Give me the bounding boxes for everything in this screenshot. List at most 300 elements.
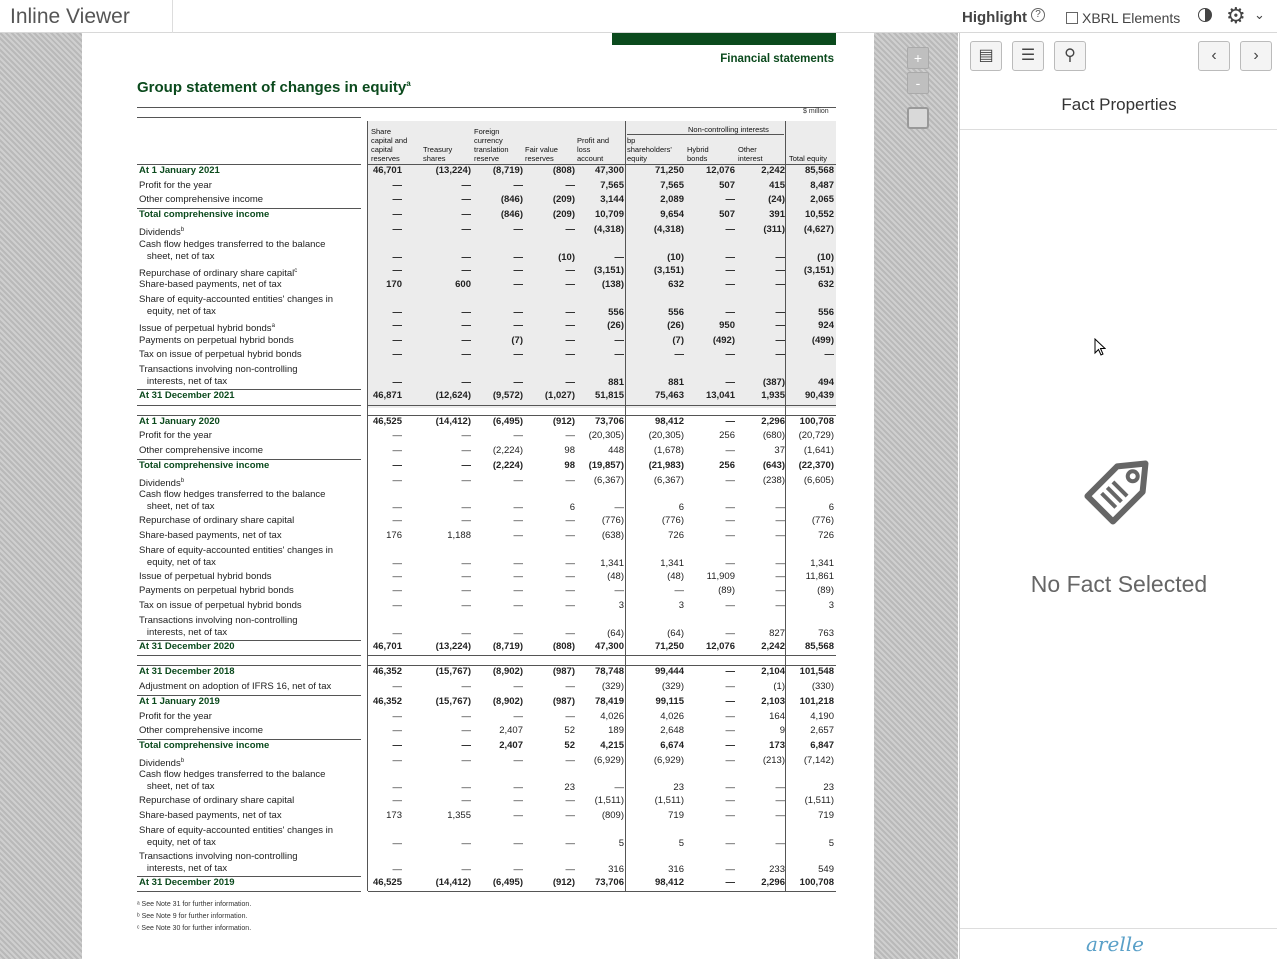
row-value[interactable]: (14,412)	[435, 415, 471, 427]
row-value[interactable]: 71,250	[654, 165, 684, 176]
row-value[interactable]: (13,224)	[435, 165, 471, 176]
row-value[interactable]: (330)	[811, 681, 834, 693]
row-value[interactable]: —	[513, 863, 523, 875]
row-value[interactable]: 23	[823, 782, 834, 794]
row-value[interactable]: (89)	[718, 585, 735, 597]
row-value[interactable]: (499)	[811, 334, 834, 346]
row-value[interactable]: 1,341	[660, 557, 684, 569]
row-value[interactable]: 85,568	[804, 165, 834, 176]
row-value[interactable]: —	[392, 795, 402, 807]
row-value[interactable]: —	[392, 837, 402, 849]
row-value[interactable]: (6,495)	[492, 876, 523, 888]
row-value[interactable]: 556	[818, 306, 834, 318]
row-value[interactable]: (10)	[667, 251, 684, 263]
row-value[interactable]: —	[565, 279, 575, 291]
row-value[interactable]: —	[461, 459, 471, 471]
row-value[interactable]: —	[565, 570, 575, 582]
row-value[interactable]: —	[461, 445, 471, 457]
row-value[interactable]: (846)	[500, 209, 523, 221]
row-value[interactable]: 632	[668, 279, 684, 291]
row-value[interactable]: 6,674	[660, 739, 684, 751]
row-value[interactable]: —	[725, 251, 735, 263]
row-value[interactable]: 6	[828, 502, 834, 514]
row-value[interactable]: —	[461, 782, 471, 794]
row-value[interactable]: (987)	[552, 695, 575, 707]
row-value[interactable]: 316	[608, 863, 624, 875]
row-value[interactable]: —	[565, 306, 575, 318]
row-value[interactable]: (7,142)	[803, 754, 834, 766]
row-value[interactable]: 3,144	[600, 194, 624, 206]
highlight-label[interactable]: Highlight	[962, 9, 1027, 26]
row-value[interactable]: —	[775, 334, 785, 346]
row-value[interactable]: —	[461, 502, 471, 514]
row-value[interactable]: 881	[608, 377, 624, 388]
row-value[interactable]: —	[725, 627, 735, 639]
row-value[interactable]: —	[461, 377, 471, 388]
row-value[interactable]: 3	[828, 600, 834, 611]
row-value[interactable]: —	[725, 349, 735, 361]
row-value[interactable]: 719	[668, 810, 684, 821]
row-value[interactable]: —	[513, 264, 523, 276]
row-value[interactable]: 2,242	[761, 640, 785, 652]
row-value[interactable]: —	[725, 754, 735, 766]
row-value[interactable]: (20,305)	[648, 430, 684, 442]
contrast-icon[interactable]	[1198, 8, 1212, 22]
row-value[interactable]: —	[565, 179, 575, 191]
row-value[interactable]: (12,624)	[435, 390, 471, 401]
row-value[interactable]: 4,026	[660, 710, 684, 722]
row-value[interactable]: —	[392, 306, 402, 318]
row-value[interactable]: (680)	[762, 430, 785, 442]
row-value[interactable]: (1,511)	[804, 795, 834, 807]
row-value[interactable]: —	[614, 502, 624, 514]
row-value[interactable]: 98	[564, 445, 575, 457]
row-value[interactable]: —	[461, 570, 471, 582]
row-value[interactable]: (6,367)	[653, 474, 684, 486]
row-value[interactable]: —	[392, 515, 402, 527]
row-value[interactable]: —	[392, 710, 402, 722]
row-value[interactable]: (912)	[552, 415, 575, 427]
row-value[interactable]: —	[392, 445, 402, 457]
row-value[interactable]: —	[775, 782, 785, 794]
row-value[interactable]: 51,815	[594, 390, 624, 401]
row-value[interactable]: —	[513, 627, 523, 639]
row-value[interactable]: 1,355	[447, 810, 471, 821]
row-value[interactable]: —	[392, 459, 402, 471]
xbrl-elements-label[interactable]: XBRL Elements	[1082, 10, 1181, 26]
row-value[interactable]: —	[725, 515, 735, 527]
row-value[interactable]: —	[614, 585, 624, 597]
row-value[interactable]: 100,708	[799, 415, 834, 427]
row-value[interactable]: (15,767)	[435, 666, 471, 678]
row-value[interactable]: 46,352	[372, 666, 402, 678]
row-value[interactable]: 632	[818, 279, 834, 291]
gear-icon[interactable]: ⚙	[1226, 3, 1246, 28]
row-value[interactable]: 4,026	[600, 710, 624, 722]
row-value[interactable]: (22,370)	[798, 459, 834, 471]
row-value[interactable]: 233	[769, 863, 785, 875]
row-value[interactable]: 2,065	[810, 194, 834, 206]
row-value[interactable]: (19,857)	[588, 459, 624, 471]
row-value[interactable]: (138)	[601, 279, 624, 291]
row-value[interactable]: —	[392, 251, 402, 263]
row-value[interactable]: —	[392, 863, 402, 875]
row-value[interactable]: 2,104	[761, 666, 785, 678]
row-value[interactable]: 6	[678, 502, 684, 514]
row-value[interactable]: (8,719)	[492, 165, 523, 176]
row-value[interactable]: —	[674, 349, 684, 361]
row-value[interactable]: —	[775, 264, 785, 276]
row-value[interactable]: —	[565, 863, 575, 875]
zoom-out-button[interactable]: -	[907, 72, 929, 94]
row-value[interactable]: —	[392, 223, 402, 235]
row-value[interactable]: (21,983)	[648, 459, 684, 471]
next-fact-icon[interactable]: ›	[1240, 41, 1272, 71]
row-value[interactable]: 256	[719, 459, 735, 471]
row-value[interactable]: (809)	[601, 810, 624, 821]
row-value[interactable]: (20,729)	[798, 430, 834, 442]
row-value[interactable]: —	[725, 876, 735, 888]
row-value[interactable]: —	[725, 279, 735, 291]
row-value[interactable]: —	[565, 585, 575, 597]
row-value[interactable]: 98,412	[654, 415, 684, 427]
row-value[interactable]: —	[513, 377, 523, 388]
row-value[interactable]: —	[392, 349, 402, 361]
row-value[interactable]: (912)	[552, 876, 575, 888]
row-value[interactable]: —	[392, 782, 402, 794]
row-value[interactable]: —	[725, 710, 735, 722]
arelle-logo[interactable]: arelle	[1086, 932, 1144, 956]
row-value[interactable]: —	[725, 377, 735, 388]
row-value[interactable]: 8,487	[810, 179, 834, 191]
row-value[interactable]: 4,190	[810, 710, 834, 722]
row-value[interactable]: 7,565	[660, 179, 684, 191]
row-value[interactable]: —	[461, 739, 471, 751]
row-value[interactable]: —	[775, 251, 785, 263]
xbrl-elements-checkbox[interactable]	[1066, 12, 1078, 24]
row-value[interactable]: (638)	[601, 529, 624, 541]
row-value[interactable]: —	[775, 306, 785, 318]
row-value[interactable]: 556	[608, 306, 624, 318]
row-value[interactable]: —	[461, 194, 471, 206]
row-value[interactable]: —	[513, 306, 523, 318]
row-value[interactable]: (64)	[607, 627, 624, 639]
row-value[interactable]: (492)	[712, 334, 735, 346]
row-value[interactable]: (3,151)	[803, 264, 834, 276]
row-value[interactable]: 98,412	[654, 876, 684, 888]
row-value[interactable]: (776)	[661, 515, 684, 527]
row-value[interactable]: 4,215	[600, 739, 624, 751]
row-value[interactable]: 950	[719, 319, 735, 331]
row-value[interactable]: —	[461, 627, 471, 639]
row-value[interactable]: —	[513, 474, 523, 486]
row-value[interactable]: —	[565, 474, 575, 486]
row-value[interactable]: —	[461, 264, 471, 276]
row-value[interactable]: —	[461, 837, 471, 849]
row-value[interactable]: —	[392, 585, 402, 597]
row-value[interactable]: —	[775, 279, 785, 291]
row-value[interactable]: (238)	[762, 474, 785, 486]
row-value[interactable]: (6,495)	[492, 415, 523, 427]
row-value[interactable]: (10)	[817, 251, 834, 263]
row-value[interactable]: —	[725, 795, 735, 807]
row-value[interactable]: —	[565, 810, 575, 821]
row-value[interactable]: 11,909	[706, 570, 735, 582]
row-value[interactable]: (48)	[607, 570, 624, 582]
row-value[interactable]: —	[725, 600, 735, 611]
row-value[interactable]: 73,706	[594, 415, 624, 427]
row-value[interactable]: —	[392, 725, 402, 737]
row-value[interactable]: (4,318)	[593, 223, 624, 235]
row-value[interactable]: 2,103	[761, 695, 785, 707]
row-value[interactable]: 5	[678, 837, 684, 849]
row-value[interactable]: (1,027)	[544, 390, 575, 401]
row-value[interactable]: (6,367)	[593, 474, 624, 486]
row-value[interactable]: (1,678)	[653, 445, 684, 457]
row-value[interactable]: —	[461, 306, 471, 318]
row-value[interactable]: 176	[386, 529, 402, 541]
row-value[interactable]: —	[461, 585, 471, 597]
row-value[interactable]: —	[392, 474, 402, 486]
row-value[interactable]: (14,412)	[435, 876, 471, 888]
row-value[interactable]: —	[725, 782, 735, 794]
row-value[interactable]: (26)	[667, 319, 684, 331]
row-value[interactable]: 101,218	[799, 695, 834, 707]
row-value[interactable]: —	[725, 502, 735, 514]
row-value[interactable]: —	[725, 837, 735, 849]
row-value[interactable]: —	[461, 754, 471, 766]
row-value[interactable]: —	[392, 557, 402, 569]
row-value[interactable]: —	[392, 739, 402, 751]
row-value[interactable]: —	[392, 754, 402, 766]
row-value[interactable]: 494	[818, 377, 834, 388]
row-value[interactable]: 3	[678, 600, 684, 611]
document-viewer[interactable]	[0, 33, 958, 959]
row-value[interactable]: —	[775, 349, 785, 361]
row-value[interactable]: —	[461, 209, 471, 221]
row-value[interactable]: 507	[719, 179, 735, 191]
row-value[interactable]: —	[461, 515, 471, 527]
row-value[interactable]: —	[565, 349, 575, 361]
row-value[interactable]: —	[392, 264, 402, 276]
row-value[interactable]: 85,568	[804, 640, 834, 652]
row-value[interactable]: —	[565, 837, 575, 849]
row-value[interactable]: (209)	[552, 209, 575, 221]
row-value[interactable]: 46,525	[372, 415, 402, 427]
row-value[interactable]: —	[392, 627, 402, 639]
row-value[interactable]: —	[565, 795, 575, 807]
row-value[interactable]: —	[725, 863, 735, 875]
row-value[interactable]: —	[725, 306, 735, 318]
row-value[interactable]: 9	[779, 725, 785, 737]
row-value[interactable]: 763	[818, 627, 834, 639]
row-value[interactable]: 600	[455, 279, 471, 291]
row-value[interactable]: 6	[569, 502, 575, 514]
row-value[interactable]: 23	[564, 782, 575, 794]
row-value[interactable]: —	[614, 251, 624, 263]
row-value[interactable]: 75,463	[654, 390, 684, 401]
row-value[interactable]: (808)	[552, 640, 575, 652]
row-value[interactable]: 13,041	[705, 390, 735, 401]
row-value[interactable]: —	[614, 334, 624, 346]
row-value[interactable]: 164	[769, 710, 785, 722]
row-value[interactable]: (2,224)	[492, 445, 523, 457]
row-value[interactable]: —	[725, 223, 735, 235]
row-value[interactable]: 52	[564, 739, 575, 751]
row-value[interactable]: 256	[719, 430, 735, 442]
row-value[interactable]: 9,654	[660, 209, 684, 221]
row-value[interactable]: 52	[564, 725, 575, 737]
row-value[interactable]: 507	[719, 209, 735, 221]
row-value[interactable]: 549	[818, 863, 834, 875]
row-value[interactable]: 556	[668, 306, 684, 318]
row-value[interactable]: 2,657	[810, 725, 834, 737]
row-value[interactable]: (1)	[773, 681, 785, 693]
row-value[interactable]: —	[725, 194, 735, 206]
row-value[interactable]: —	[513, 430, 523, 442]
row-value[interactable]: (3,151)	[653, 264, 684, 276]
row-value[interactable]: —	[824, 349, 834, 361]
row-value[interactable]: —	[565, 377, 575, 388]
row-value[interactable]: (1,511)	[654, 795, 684, 807]
row-value[interactable]: (7)	[672, 334, 684, 346]
outline-list-icon[interactable]: ☰	[1012, 41, 1044, 71]
row-value[interactable]: —	[565, 515, 575, 527]
row-value[interactable]: —	[725, 264, 735, 276]
row-value[interactable]: 99,115	[655, 695, 684, 707]
row-value[interactable]: (6,929)	[593, 754, 624, 766]
row-value[interactable]: 47,300	[594, 165, 624, 176]
row-value[interactable]: (9,572)	[492, 390, 523, 401]
row-value[interactable]: (13,224)	[435, 640, 471, 652]
row-value[interactable]: 11,861	[805, 570, 834, 582]
row-value[interactable]: —	[775, 319, 785, 331]
row-value[interactable]: —	[461, 681, 471, 693]
row-value[interactable]: (4,627)	[803, 223, 834, 235]
row-value[interactable]: (776)	[811, 515, 834, 527]
row-value[interactable]: (2,224)	[492, 459, 523, 471]
row-value[interactable]: —	[513, 681, 523, 693]
row-value[interactable]: —	[565, 557, 575, 569]
row-value[interactable]: (3,151)	[593, 264, 624, 276]
row-value[interactable]: —	[461, 430, 471, 442]
row-value[interactable]: 1,341	[600, 557, 624, 569]
row-value[interactable]: 78,748	[594, 666, 624, 678]
row-value[interactable]: 46,871	[372, 390, 402, 401]
row-value[interactable]: —	[461, 319, 471, 331]
row-value[interactable]: 23	[673, 782, 684, 794]
row-value[interactable]: —	[775, 585, 785, 597]
row-value[interactable]: —	[513, 585, 523, 597]
row-value[interactable]: 2,407	[499, 739, 523, 751]
row-value[interactable]: —	[461, 349, 471, 361]
row-value[interactable]: (48)	[667, 570, 684, 582]
row-value[interactable]: —	[725, 695, 735, 707]
row-value[interactable]: 101,548	[799, 666, 834, 678]
row-value[interactable]: 2,407	[499, 725, 523, 737]
row-value[interactable]: 2,296	[761, 876, 785, 888]
row-value[interactable]: 1,935	[761, 390, 785, 401]
row-value[interactable]: —	[513, 319, 523, 331]
row-value[interactable]: —	[461, 179, 471, 191]
zoom-in-button[interactable]: +	[907, 47, 929, 69]
row-value[interactable]: 2,242	[761, 165, 785, 176]
row-value[interactable]: —	[565, 529, 575, 541]
row-value[interactable]: —	[775, 795, 785, 807]
row-value[interactable]: 10,709	[594, 209, 624, 221]
row-value[interactable]: —	[775, 557, 785, 569]
row-value[interactable]: —	[725, 529, 735, 541]
row-value[interactable]: 1,341	[810, 557, 834, 569]
row-value[interactable]: (15,767)	[435, 695, 471, 707]
row-value[interactable]: 90,439	[804, 390, 834, 401]
row-value[interactable]: 99,444	[654, 666, 684, 678]
row-value[interactable]: 37	[774, 445, 785, 457]
row-value[interactable]: —	[565, 430, 575, 442]
row-value[interactable]: 415	[769, 179, 785, 191]
row-value[interactable]: 47,300	[594, 640, 624, 652]
row-value[interactable]: 46,701	[372, 165, 402, 176]
row-value[interactable]: —	[614, 349, 624, 361]
row-value[interactable]: —	[775, 529, 785, 541]
row-value[interactable]: —	[461, 223, 471, 235]
row-value[interactable]: 7,565	[600, 179, 624, 191]
row-value[interactable]: 12,076	[705, 165, 735, 176]
row-value[interactable]: 78,419	[594, 695, 624, 707]
row-value[interactable]: —	[513, 600, 523, 611]
row-value[interactable]: —	[461, 710, 471, 722]
prev-fact-icon[interactable]: ‹	[1198, 41, 1230, 71]
row-value[interactable]: —	[775, 502, 785, 514]
row-value[interactable]: (213)	[762, 754, 785, 766]
row-value[interactable]: —	[392, 179, 402, 191]
row-value[interactable]: 6,847	[810, 739, 834, 751]
row-value[interactable]: —	[725, 666, 735, 678]
row-value[interactable]: (776)	[601, 515, 624, 527]
row-value[interactable]: (329)	[601, 681, 624, 693]
row-value[interactable]: —	[392, 502, 402, 514]
row-value[interactable]: (987)	[552, 666, 575, 678]
row-value[interactable]: —	[775, 515, 785, 527]
row-value[interactable]: (329)	[661, 681, 684, 693]
row-value[interactable]: (6,605)	[803, 474, 834, 486]
row-value[interactable]: (26)	[607, 319, 624, 331]
row-value[interactable]: —	[565, 627, 575, 639]
row-value[interactable]: —	[461, 251, 471, 263]
row-value[interactable]: —	[513, 349, 523, 361]
row-value[interactable]: (209)	[552, 194, 575, 206]
row-value[interactable]: —	[725, 557, 735, 569]
row-value[interactable]: 170	[386, 279, 402, 291]
row-value[interactable]: 5	[828, 837, 834, 849]
row-value[interactable]: 2,648	[660, 725, 684, 737]
row-value[interactable]: 100,708	[799, 876, 834, 888]
row-value[interactable]: 924	[818, 319, 834, 331]
row-value[interactable]: (10)	[558, 251, 575, 263]
row-value[interactable]: 391	[769, 209, 785, 221]
row-value[interactable]: —	[513, 710, 523, 722]
row-value[interactable]: —	[513, 557, 523, 569]
print-icon[interactable]	[907, 107, 929, 129]
row-value[interactable]: 10,552	[804, 209, 834, 221]
search-icon[interactable]: ⚲	[1054, 41, 1086, 71]
row-value[interactable]: 881	[668, 377, 684, 388]
row-value[interactable]: —	[461, 600, 471, 611]
row-value[interactable]: —	[461, 474, 471, 486]
row-value[interactable]: —	[513, 795, 523, 807]
row-value[interactable]: (643)	[762, 459, 785, 471]
row-value[interactable]: (387)	[762, 377, 785, 388]
